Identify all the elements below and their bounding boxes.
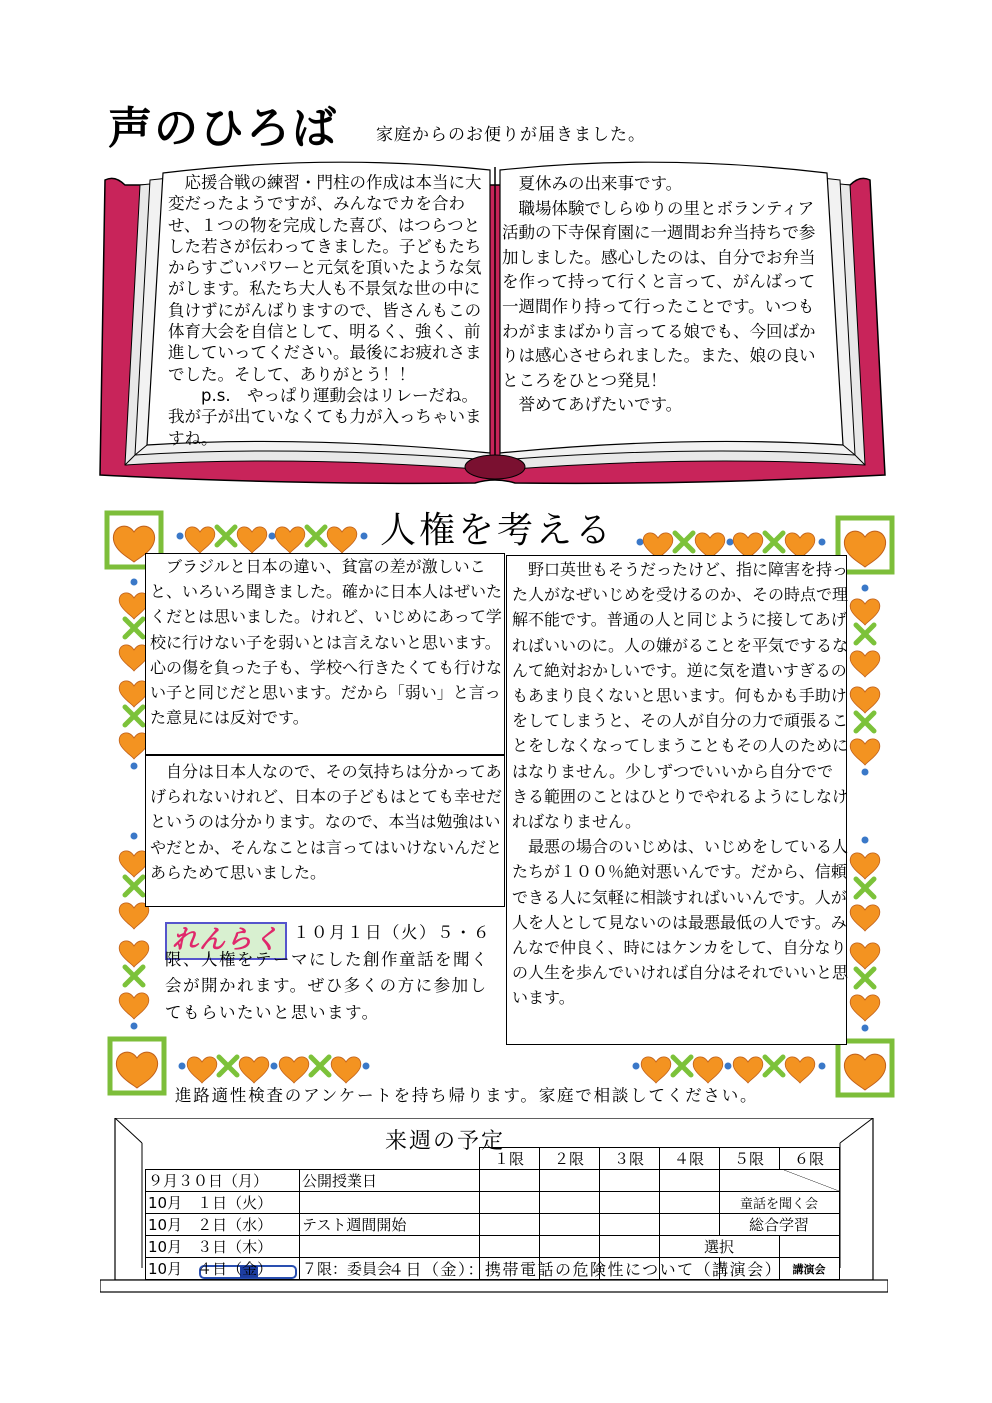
table-row (146, 1192, 840, 1214)
voice-right-page-text: 夏休みの出来事です。 職場体験でしらゆりの里とボランティア活動の下寺保育園に一週間お弁当持ちで参加しました。感心したのは、自分でお弁当を作って持って行くと言って、がんばって一週間作り持って行ったことです。いつもわがままばかり言ってる娘でも、今回ばかりは感心させられました。また、娘の良いところをひとつ発見！ 誉めてあげたいです。 (502, 174, 816, 415)
renraku-text (165, 920, 505, 1026)
opinion-text-2: 自分は日本人なので、その気持ちは分かってあげられないけれど、日本の子どもはとても幸せだというのは分かります。なので、本当は勉強はいやだとか、そんなことは言ってはいけないんだとあらためて思いました。 (150, 762, 503, 882)
schedule-date: 10月 ２日（水） (146, 1214, 300, 1236)
schedule-event: 公開授業日 (300, 1170, 480, 1192)
period-header: ４限 (659, 1148, 719, 1170)
voice-subtitle: 家庭からのお便りが届きました。 (376, 125, 646, 145)
table-row (146, 1214, 840, 1236)
period-header: ６限 (779, 1148, 839, 1170)
schedule-event: テスト週間開始 (300, 1214, 480, 1236)
schedule-date: 10月 １日（火） (146, 1192, 300, 1214)
schedule-cell: 選択 (659, 1236, 779, 1258)
opinion-text-1: ブラジルと日本の違い、貧富の差が激しいこと、いろいろ聞きました。確かに日本人はぜいたくだとは思いました。けれど、いじめにあって学校に行けない子を弱いとは言えないと思います。心の傷を負った子も、学校へ行きたくても行けない子と同じだと思います。だから「弱い」と言った意見には反対です。 (150, 557, 503, 728)
schedule-footnote: ４日（金）：携帯電話の危険性について（講演会） (388, 1260, 783, 1279)
survey-notice: 進路適性検査のアンケートを持ち帰ります。家庭で相談してください。 (175, 1086, 759, 1105)
period-header: １限 (479, 1148, 539, 1170)
schedule-event (300, 1236, 480, 1258)
period-header: ２限 (539, 1148, 599, 1170)
schedule-cell-diagonal (719, 1170, 839, 1192)
voice-title: 声のひろば (108, 103, 338, 154)
schedule-date: 10月 ４日（金） (146, 1258, 300, 1280)
voice-left-page-text: 応援合戦の練習・門柱の作成は本当に大変だったようですが、みんなでカを合わせ、１つの物を完成した喜び、はつらつとした若さが伝わってきました。子どもたちからすごいパワーと元気を頂いたような気がします。私たち大人も不景気な世の中に負けずにがんばりますので、皆さんもこの体育大会を自信として、明るく、強く、前進していってください。最後にお疲れさまでした。そして、ありがとう！！ p.s. やっぱり運動会はリレーだね。我が子が出ていなくても力が入っちゃいますね。 (168, 173, 482, 448)
renraku-body: １０月１日（火）５・６限、人権をテーマにした創作童話を聞く会が開かれます。ぜひ多くの方に参加してもらいたいと思います。 (165, 923, 491, 1022)
period-header: ５限 (719, 1148, 779, 1170)
renraku-badge-label: れんらく (171, 925, 280, 955)
opinion-text-3: 野口英世もそうだったけど、指に障害を持った人がなぜいじめを受けるのか、その時点で理解不能です。普通の人と同じように接してあげればいいのに。人の嫌がることを平気でするなんて絶対おかしいです。逆に気を遣いすぎるのもあまり良くないと思います。何もかも手助けをしてしまうと、その人が自分の力で頑張ることをしなくなってしまうこともその人のためにはなりません。少しずつでいいから自分でできる範囲のことはひとりでやれるようにしなければなりません。 最悪の場合のいじめは、いじめをしている人たちが１００％絶対悪いんです。だから、信頼できる人に気軽に相談すればいいんです。人が人を人として見ないのは最悪最低の人です。みんなで仲良く、時にはケンカをして、自分なりの人生を歩んでいければ自分はそれでいいと思います。 (512, 560, 849, 1008)
period-header: ３限 (599, 1148, 659, 1170)
schedule-event (300, 1192, 480, 1214)
human-rights-title: 人権を考える (380, 510, 615, 551)
schedule-cell: 童話を聞く会 (719, 1192, 839, 1214)
schedule-cell: 講演会 (779, 1258, 839, 1280)
schedule-date: 10月 ３日（木） (146, 1236, 300, 1258)
schedule-title: 来週の予定 (385, 1129, 506, 1154)
table-row (146, 1170, 840, 1192)
schedule-date: ９月３０日（月） (146, 1170, 300, 1192)
schedule-cell: 総合学習 (719, 1214, 839, 1236)
schedule-header-row (146, 1148, 840, 1170)
schedule-event: ７限：委員会 (300, 1258, 480, 1280)
table-row (146, 1236, 840, 1258)
